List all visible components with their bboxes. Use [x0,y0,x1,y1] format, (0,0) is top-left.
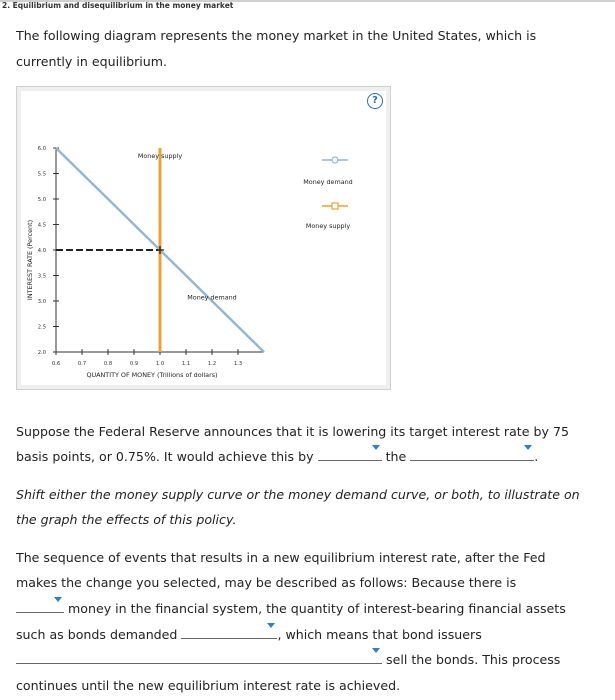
x-tick-label: 1.3 [233,361,243,367]
instruction-line-2: the graph the effects of this policy. [16,512,237,527]
sequence-line-4 [16,622,482,648]
intro-line-1: The following diagram represents the money market in the United States, which is [16,28,537,43]
bonds-demanded-dropdown[interactable] [181,624,277,639]
x-tick-label: 0.7 [77,361,87,367]
y-tick-label: 4.0 [37,248,46,254]
legend-circle-icon[interactable] [332,157,338,163]
y-axis-label: INTEREST RATE (Percent) [26,219,34,301]
legend-square-icon[interactable] [332,203,338,209]
y-tick-label: 5.0 [37,197,46,203]
sequence-line-5-post: sell the bonds. This process [386,652,561,667]
x-tick-label: 0.9 [129,361,139,367]
x-tick-label: 1.0 [155,361,165,367]
y-tick-label: 3.5 [37,273,46,280]
money-amount-dropdown[interactable] [16,598,64,613]
chart-curves [56,148,264,352]
question-line-2-pre: basis points, or 0.75%. It would achieve this by [16,449,314,464]
y-tick-label: 6.0 [37,146,46,152]
y-tick-label: 2.0 [37,350,46,356]
chart-legend [303,157,352,230]
sequence-line-2: makes the change you selected, may be described as follows: Because there is [16,575,517,590]
chart-axes [26,146,264,379]
dropdown-caret-icon [372,445,380,450]
question-line-2-mid: the [385,449,407,464]
sequence-line-4-post: , which means that bond issuers [277,627,482,642]
money-demand-label: Money demand [187,293,237,302]
y-tick-label: 2.5 [37,324,46,331]
sequence-line-4-pre: such as bonds demanded [16,627,178,642]
sequence-line-6: continues until the new equilibrium interest rate is achieved. [16,678,401,693]
instruction-line-1: Shift either the money supply curve or the money demand curve, or both, to illustrate on [16,487,580,502]
help-button[interactable]: ? [367,93,383,109]
x-tick-label: 1.1 [181,361,191,367]
sequence-line-3 [16,596,566,622]
question-line-2: basis points, or 0.75%. It would achieve this by the . [16,444,538,470]
legend-label: Money supply [305,222,351,230]
dropdown-caret-icon [524,445,532,450]
x-tick-label: 0.6 [51,361,61,367]
y-tick-label: 4.5 [37,222,46,229]
dropdown-caret-icon [54,597,62,602]
sequence-line-5 [16,647,560,673]
money-supply-label: Money supply [137,152,183,160]
dropdown-caret-icon [372,648,380,653]
policy-tool-dropdown[interactable] [410,446,534,461]
x-axis-label: QUANTITY OF MONEY (Trillions of dollars) [86,371,218,379]
sequence-line-3-post: money in the financial system, the quantity of interest-bearing financial assets [68,601,566,616]
y-tick-label: 5.5 [37,171,46,178]
intro-line-2: currently in equilibrium. [16,54,168,69]
legend-label: Money demand [303,178,353,186]
sequence-line-1: The sequence of events that results in a new equilibrium interest rate, after the Fed [16,550,546,565]
x-tick-label: 1.2 [207,361,217,367]
bond-issuers-dropdown[interactable] [16,649,382,664]
x-tick-label: 0.8 [103,361,113,367]
question-line-1: Suppose the Federal Reserve announces that it is lowering its target interest rate by 75 [16,424,569,439]
y-tick-label: 3.0 [37,299,46,305]
question-title: 2. Equilibrium and disequilibrium in the money market [2,1,234,10]
policy-action-dropdown[interactable] [318,446,382,461]
dropdown-caret-icon [267,623,275,628]
